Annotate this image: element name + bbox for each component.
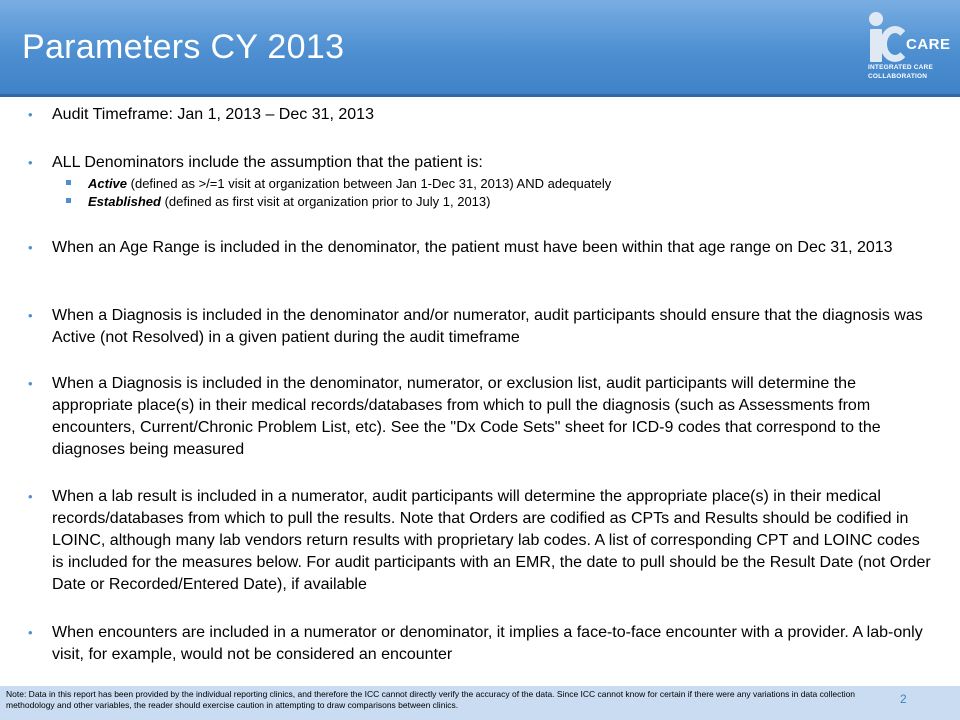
bullet-dot-icon: • [28, 625, 33, 640]
bullet-text: When a Diagnosis is included in the denominator, numerator, or exclusion list, audit participants will determine the appropriate place(s) in their medical records/databases from which to pull the diagnosis (such as Assessments from encounters, Current/Chronic Problem List, etc). See the "Dx Code Sets" sheet for ICD-9 codes that correspond to the diagnoses being measured [52, 375, 881, 458]
bullet-text: When encounters are included in a numerator or denominator, it implies a face-to-face encounter with a provider. A lab-only visit, for example, would not be considered an encounter [52, 624, 923, 663]
page-number: 2 [900, 692, 907, 706]
sub-bullet-term: Active [88, 176, 128, 191]
bullet-item [28, 305, 932, 349]
bullet-text: ALL Denominators include the assumption that the patient is: [52, 154, 483, 171]
bullet-text: When a Diagnosis is included in the denominator and/or numerator, audit participants should ensure that the diagnosis was Active (not Resolved) in a given patient during the audit timeframe [52, 307, 923, 346]
sub-bullet-text: (defined as first visit at organization prior to July 1, 2013) [160, 194, 491, 209]
sub-bullet-text: (defined as >/=1 visit at organization between Jan 1-Dec 31, 2013) AND adequately [127, 176, 612, 191]
logo-tagline-1: INTEGRATED CARE [868, 64, 933, 71]
bullet-text: When a lab result is included in a numerator, audit participants will determine the appropriate place(s) in their medical records/databases from which to pull the results. Note that Orders are codified as CPTs and Results should be codified in LOINC, although many lab vendors return results with proprietary lab codes. A list of corresponding CPT and LOINC codes is included for the measures below. For audit participants with an EMR, the date to pull should be the Result Date (not Order Date or Recorded/Entered Date), if available [52, 488, 931, 593]
logo-tagline-2: COLLABORATION [868, 73, 928, 80]
bullet-item [28, 237, 932, 259]
bullet-item [28, 373, 932, 461]
icare-logo [866, 10, 956, 82]
bullet-dot-icon: • [28, 308, 33, 323]
bullet-text: Audit Timeframe: Jan 1, 2013 – Dec 31, 2013 [52, 106, 374, 123]
sub-bullet-item [88, 193, 938, 211]
bullet-dot-icon: • [28, 376, 33, 391]
bullet-item [28, 152, 932, 174]
sub-bullet-term: Established [88, 194, 161, 209]
header-rule [0, 94, 960, 97]
bullet-text: When an Age Range is included in the denominator, the patient must have been within that age range on Dec 31, 2013 [52, 239, 893, 256]
bullet-dot-icon: • [28, 107, 33, 122]
logo-letters: CARE [906, 36, 951, 53]
logo-i-dot-icon [869, 12, 883, 26]
footnote: Note: Data in this report has been provided by the individual reporting clinics, and therefore the ICC cannot directly verify the accuracy of the data. Since ICC cannot know for certain if there were any variations in data collection methodology and other variables, the reader should exercise caution in attempting to draw comparisons between clinics. [6, 689, 856, 710]
slide-title: Parameters CY 2013 [22, 28, 345, 66]
sub-bullet-item [88, 175, 938, 193]
square-bullet-icon [66, 198, 71, 203]
square-bullet-icon [66, 180, 71, 185]
bullet-dot-icon: • [28, 489, 33, 504]
bullet-item [28, 104, 932, 126]
bullet-dot-icon: • [28, 240, 33, 255]
bullet-item [28, 622, 932, 666]
bullet-dot-icon: • [28, 155, 33, 170]
bullet-item [28, 486, 932, 596]
